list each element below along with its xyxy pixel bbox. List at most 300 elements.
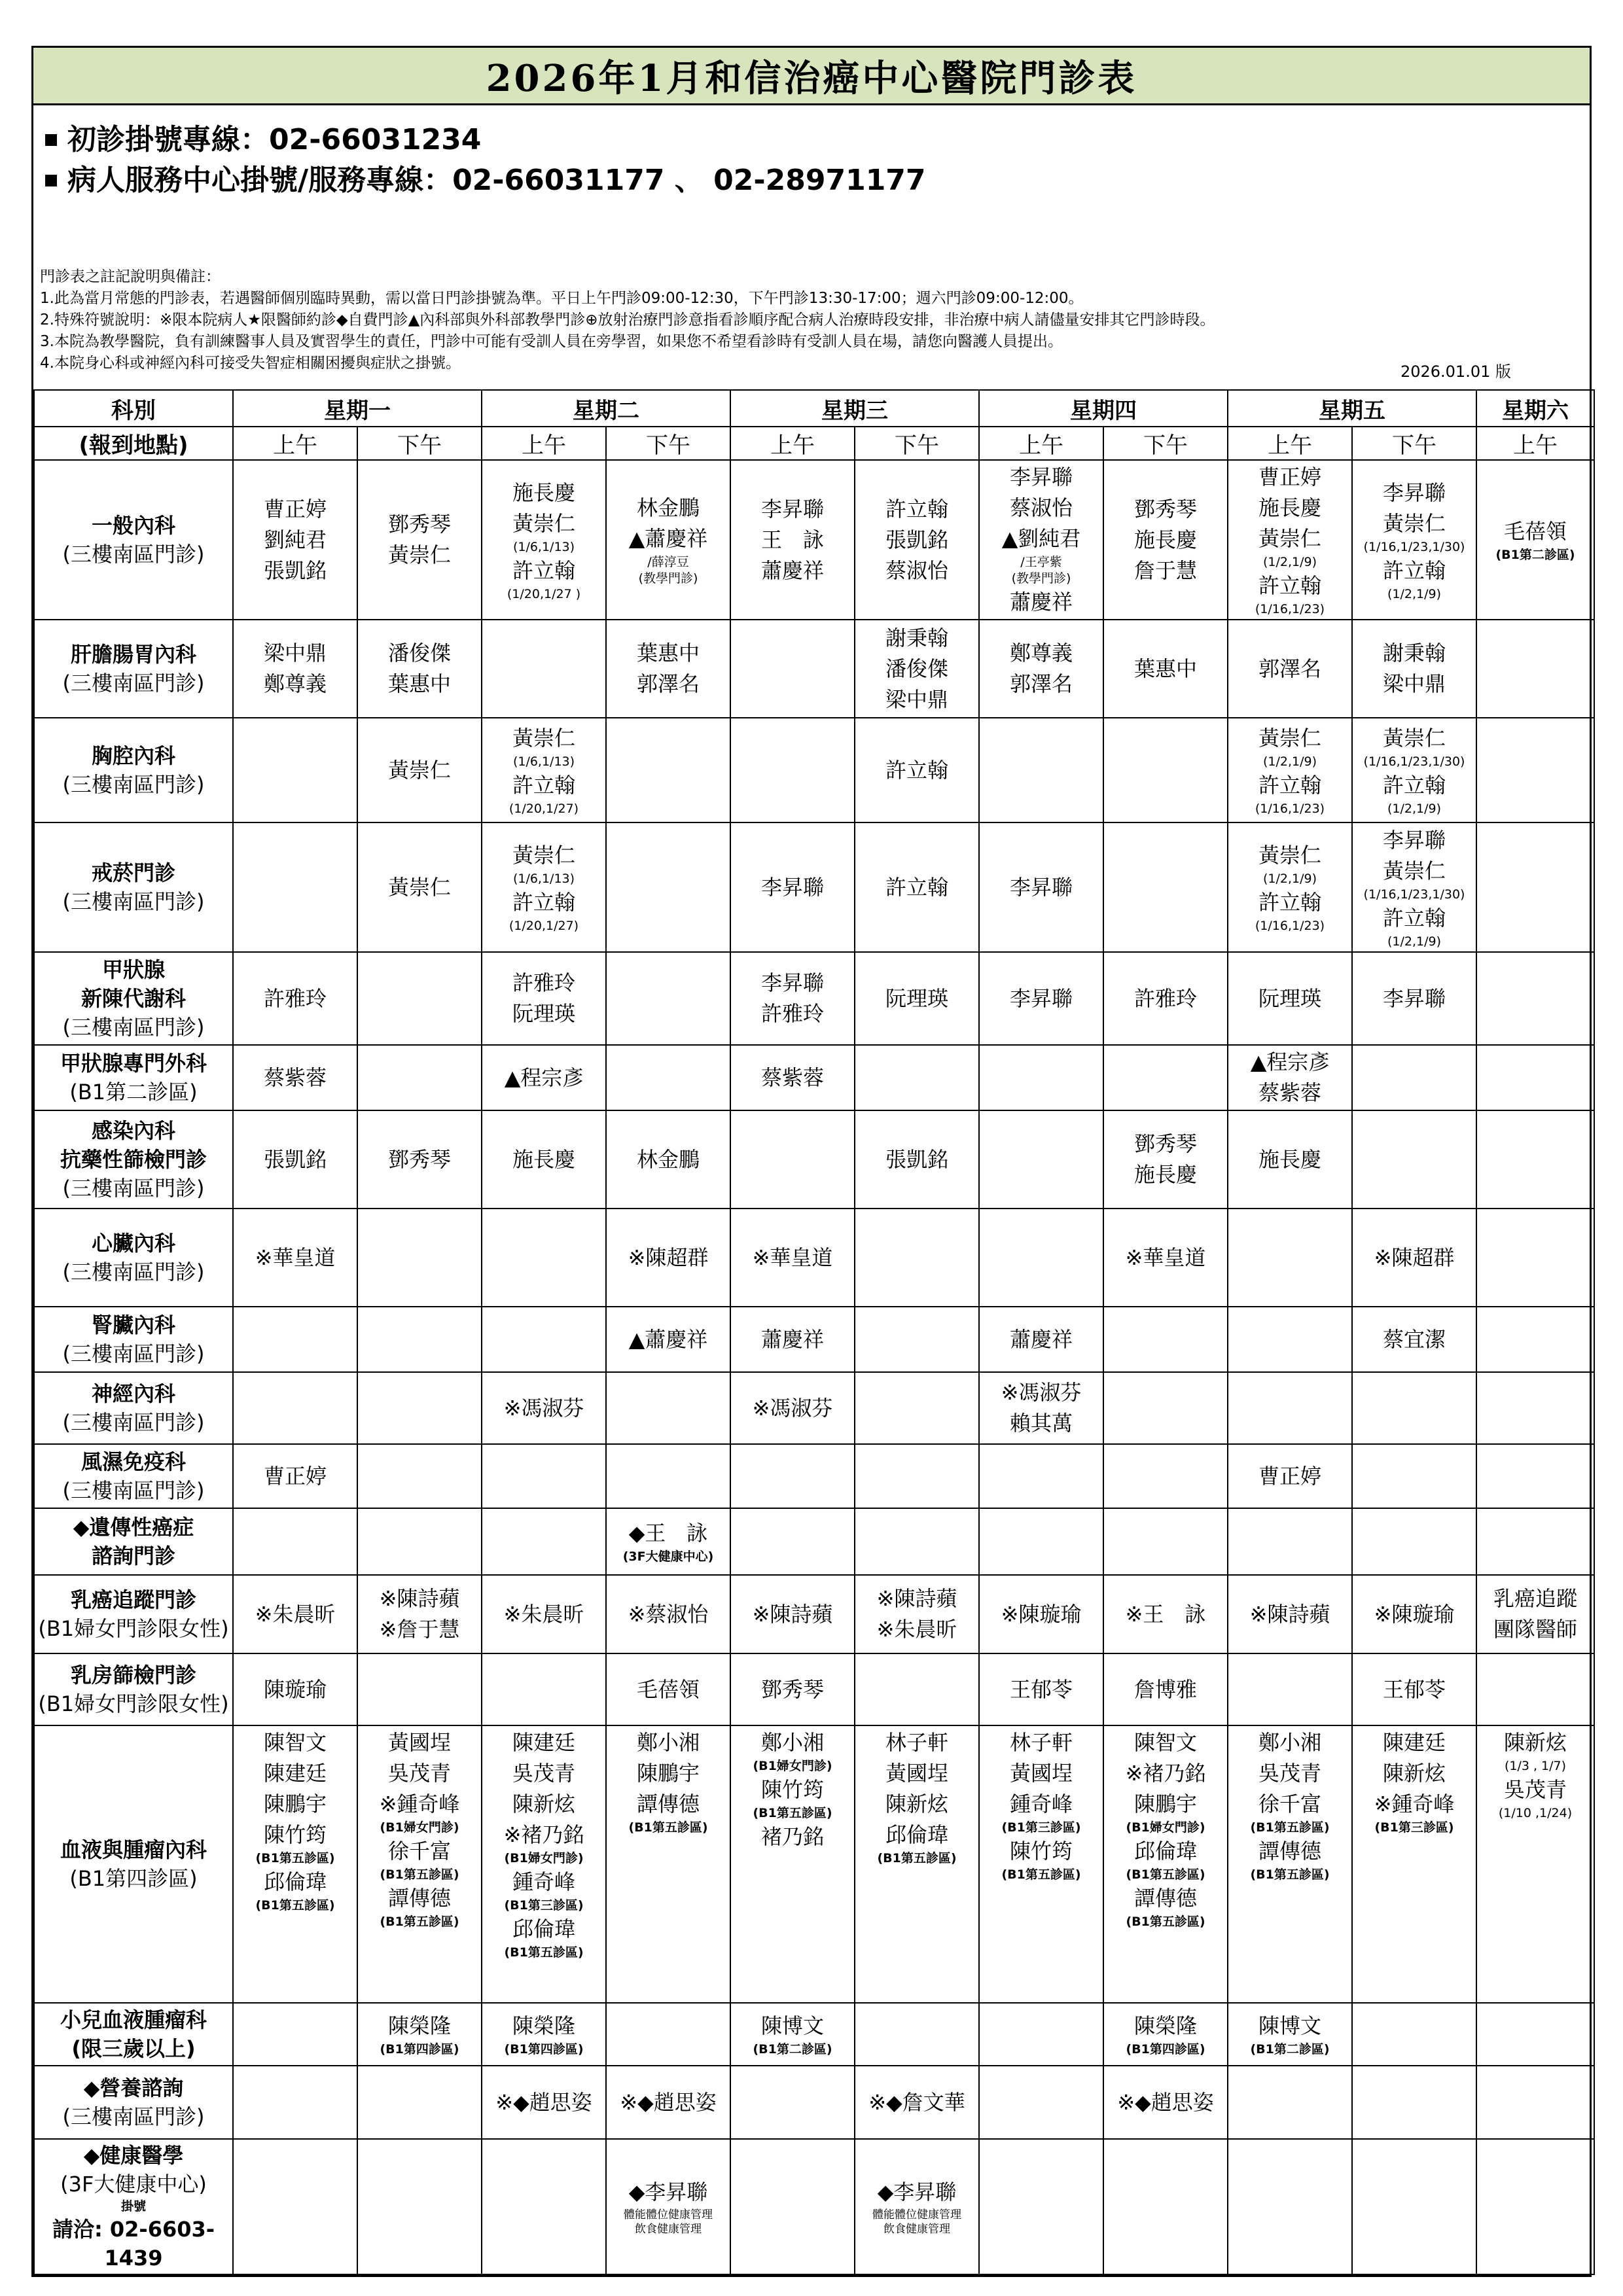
schedule-cell bbox=[730, 952, 855, 1045]
department-name: ◆營養諮詢 bbox=[83, 2075, 184, 2100]
schedule-cell bbox=[357, 1444, 482, 1508]
doctor-name: 許立翰 bbox=[512, 557, 575, 583]
note-3: 3.本院為教學醫院，負有訓練醫事人員及實習學生的責任，門診中可能有受訓人員在旁學習，如果您不希望看診時有受訓人員在場，請您向醫護人員提出。 bbox=[40, 333, 1063, 350]
doctor-name: 謝秉翰 bbox=[885, 625, 948, 650]
doctor-name: ※陳璇瑜 bbox=[1001, 1601, 1082, 1627]
doctor-name: 陳竹筠 bbox=[760, 1777, 824, 1802]
schedule-cell bbox=[1103, 2003, 1228, 2066]
doctor-name: 蔡淑怡 bbox=[885, 557, 948, 583]
schedule-cell bbox=[606, 620, 730, 718]
cell-note: (B1第五診區) bbox=[1126, 1915, 1205, 1929]
doctor-name: ◆王 詠 bbox=[628, 1521, 708, 1545]
cell-note: (B1第五診區) bbox=[504, 1945, 584, 1960]
schedule-cell bbox=[357, 1307, 482, 1372]
cell-note: (1/16,1/23,1/30) bbox=[1363, 754, 1465, 769]
schedule-cell bbox=[606, 1209, 730, 1307]
doctor-name: ※馮淑芬 bbox=[1001, 1380, 1082, 1405]
schedule-cell bbox=[1103, 718, 1228, 822]
doctor-name: 陳榮隆 bbox=[512, 2013, 575, 2038]
doctor-name: ※詹于慧 bbox=[379, 1617, 460, 1642]
schedule-cell bbox=[730, 2003, 855, 2066]
doctor-name: 鄧秀琴 bbox=[1133, 496, 1197, 521]
doctor-name: 團隊醫師 bbox=[1493, 1617, 1577, 1642]
schedule-cell bbox=[233, 2003, 357, 2066]
schedule-cell bbox=[357, 1372, 482, 1444]
cell-note: (B1第二診區) bbox=[753, 2042, 832, 2057]
doctor-name: 譚傳德 bbox=[387, 1886, 451, 1911]
doctor-name: 陳博文 bbox=[1258, 2013, 1321, 2038]
doctor-name: 黃國埕 bbox=[885, 1761, 948, 1786]
doctor-name: 潘俊傑 bbox=[885, 656, 948, 681]
schedule-cell bbox=[855, 620, 979, 718]
doctor-name: ※褚乃銘 bbox=[503, 1822, 584, 1847]
cell-note: /王亭紫 bbox=[1020, 555, 1062, 569]
doctor-name: 蕭慶祥 bbox=[1009, 1326, 1073, 1352]
department-location: (B1第二診區) bbox=[69, 1080, 198, 1104]
department-name: 風濕免疫科 bbox=[80, 1449, 186, 1474]
schedule-cell bbox=[1476, 822, 1594, 952]
schedule-cell bbox=[1476, 1725, 1594, 2003]
schedule-cell bbox=[1352, 1045, 1476, 1110]
hotlines bbox=[33, 105, 1590, 262]
doctor-name: 陳鵬宇 bbox=[636, 1761, 700, 1786]
doctor-name: 王郁苓 bbox=[1009, 1676, 1073, 1702]
department-name: ◆遺傳性癌症 bbox=[73, 1515, 194, 1540]
department-location: (三樓南區門診) bbox=[62, 1176, 205, 1201]
schedule-cell bbox=[730, 1653, 855, 1725]
schedule-row bbox=[34, 718, 1594, 822]
note-4: 4.本院身心科或神經內科可接受失智症相關困擾與症狀之掛號。 bbox=[40, 355, 461, 372]
dept-header: 科別 bbox=[34, 390, 233, 427]
note-2: 2.特殊符號說明：※限本院病人★限醫師約診◆自費門診▲內科部與外科部教學門診⊕放射治療門診意指看診順序配合病人治療時段安排，非治療中病人請儘量安排其它門診時段。 bbox=[40, 311, 1215, 328]
cell-note: 飲食健康管理 bbox=[883, 2223, 950, 2236]
doctor-name: 李昇聯 bbox=[1382, 827, 1446, 853]
schedule-cell bbox=[979, 1209, 1103, 1307]
doctor-name: 陳新炫 bbox=[1382, 1761, 1446, 1786]
schedule-cell bbox=[730, 1575, 855, 1653]
schedule-cell bbox=[1476, 1045, 1594, 1110]
session-pm: 下午 bbox=[606, 427, 730, 460]
schedule-cell bbox=[730, 1508, 855, 1575]
doctor-name: 許立翰 bbox=[1258, 773, 1321, 798]
schedule-cell bbox=[1476, 1209, 1594, 1307]
schedule-cell bbox=[979, 1575, 1103, 1653]
doctor-name: 張凱銘 bbox=[263, 557, 327, 583]
schedule-cell bbox=[1103, 952, 1228, 1045]
schedule-cell bbox=[233, 1307, 357, 1372]
doctor-name: 陳鵬宇 bbox=[263, 1792, 327, 1816]
doctor-name: 徐千富 bbox=[387, 1839, 451, 1863]
schedule-cell bbox=[1228, 718, 1352, 822]
doctor-name: 黃崇仁 bbox=[387, 874, 451, 900]
schedule-cell bbox=[606, 1307, 730, 1372]
doctor-name: 林子軒 bbox=[885, 1730, 948, 1755]
doctor-name: 阮理瑛 bbox=[885, 985, 948, 1011]
schedule-cell bbox=[1352, 460, 1476, 620]
schedule-cell bbox=[357, 1045, 482, 1110]
doctor-name: 蔡紫蓉 bbox=[1258, 1080, 1321, 1105]
department-cell bbox=[34, 460, 233, 620]
schedule-row bbox=[34, 1653, 1594, 1725]
day-header-thu: 星期四 bbox=[979, 390, 1228, 427]
cell-note: (B1第五診區) bbox=[1001, 1867, 1081, 1882]
doctor-name: 鄭小湘 bbox=[1258, 1730, 1321, 1755]
doctor-name: 許雅玲 bbox=[512, 970, 575, 995]
department-name: 乳房篩檢門診 bbox=[70, 1663, 196, 1687]
cell-note: (1/6,1/13) bbox=[512, 872, 575, 886]
doctor-name: 李昇聯 bbox=[760, 496, 824, 521]
schedule-cell bbox=[979, 2003, 1103, 2066]
doctor-name: 邱倫瑋 bbox=[512, 1916, 575, 1941]
schedule-cell bbox=[233, 822, 357, 952]
schedule-cell bbox=[1228, 1110, 1352, 1209]
doctor-name: ※朱晨昕 bbox=[876, 1617, 957, 1642]
schedule-cell bbox=[1103, 1372, 1228, 1444]
schedule-cell bbox=[1228, 1725, 1352, 2003]
schedule-cell bbox=[979, 1725, 1103, 2003]
doctor-name: 阮理瑛 bbox=[512, 1001, 575, 1026]
department-name: 感染內科 bbox=[91, 1118, 175, 1143]
schedule-cell bbox=[979, 460, 1103, 620]
schedule-row bbox=[34, 1307, 1594, 1372]
schedule-cell bbox=[1228, 2139, 1352, 2274]
cell-note: (B1第三診區) bbox=[1001, 1820, 1081, 1835]
doctor-name: 梁中鼎 bbox=[885, 686, 948, 712]
schedule-cell bbox=[233, 2066, 357, 2139]
doctor-name: 曹正婷 bbox=[263, 1463, 327, 1489]
cell-note: (B1第五診區) bbox=[1250, 1867, 1330, 1882]
schedule-cell bbox=[1352, 1725, 1476, 2003]
department-location: (三樓南區門診) bbox=[62, 1410, 205, 1435]
department-cell bbox=[34, 1045, 233, 1110]
schedule-cell bbox=[730, 1444, 855, 1508]
cell-note: (B1第五診區) bbox=[628, 1820, 708, 1835]
doctor-name: 阮理瑛 bbox=[1258, 985, 1321, 1011]
schedule-cell bbox=[233, 952, 357, 1045]
notes bbox=[33, 262, 1590, 389]
doctor-name: ※馮淑芬 bbox=[503, 1395, 584, 1421]
doctor-name: 蔡紫蓉 bbox=[263, 1065, 327, 1090]
cell-note: (B1第二診區) bbox=[1495, 548, 1575, 562]
doctor-name: 郭澤名 bbox=[636, 671, 700, 696]
page-title: 2026年1月和信治癌中心醫院門診表 bbox=[33, 48, 1590, 105]
schedule-cell bbox=[357, 822, 482, 952]
doctor-name: ※陳詩蘋 bbox=[1249, 1601, 1330, 1627]
schedule-cell bbox=[1103, 1725, 1228, 2003]
department-location: (三樓南區門診) bbox=[62, 1478, 205, 1503]
department-name: 神經內科 bbox=[91, 1381, 175, 1406]
schedule-cell bbox=[606, 1444, 730, 1508]
doctor-name: 許立翰 bbox=[1258, 890, 1321, 915]
schedule-cell bbox=[357, 1653, 482, 1725]
schedule-cell bbox=[1228, 1653, 1352, 1725]
schedule-cell bbox=[1476, 952, 1594, 1045]
doctor-name: 邱倫瑋 bbox=[1133, 1839, 1197, 1863]
doctor-name: 許雅玲 bbox=[263, 985, 327, 1011]
cell-note: (1/16,1/23,1/30) bbox=[1363, 539, 1465, 554]
schedule-cell bbox=[606, 2139, 730, 2274]
schedule-cell bbox=[1228, 952, 1352, 1045]
session-am: 上午 bbox=[1228, 427, 1352, 460]
schedule-cell bbox=[979, 822, 1103, 952]
cell-note: (B1第五診區) bbox=[255, 1851, 335, 1865]
schedule-cell bbox=[1228, 1209, 1352, 1307]
doctor-name: ◆李昇聯 bbox=[877, 2180, 957, 2204]
schedule-cell bbox=[855, 822, 979, 952]
schedule-cell bbox=[233, 718, 357, 822]
schedule-row bbox=[34, 1725, 1594, 2003]
schedule-cell bbox=[482, 1575, 606, 1653]
schedule-cell bbox=[606, 1110, 730, 1209]
schedule-cell bbox=[855, 1372, 979, 1444]
cell-note: (B1第五診區) bbox=[380, 1867, 459, 1882]
schedule-cell bbox=[482, 718, 606, 822]
schedule-cell bbox=[606, 1653, 730, 1725]
doctor-name: 鄭尊義 bbox=[1009, 641, 1073, 665]
schedule-cell bbox=[979, 1508, 1103, 1575]
doctor-name: 李昇聯 bbox=[1009, 465, 1073, 489]
doctor-name: 陳新炫 bbox=[885, 1792, 948, 1816]
day-header-tue: 星期二 bbox=[482, 390, 730, 427]
session-am: 上午 bbox=[233, 427, 357, 460]
schedule-cell bbox=[855, 460, 979, 620]
schedule-cell bbox=[979, 2139, 1103, 2274]
schedule-row bbox=[34, 1045, 1594, 1110]
doctor-name: ※馮淑芬 bbox=[752, 1395, 833, 1421]
schedule-cell bbox=[233, 2139, 357, 2274]
doctor-name: 鄧秀琴 bbox=[760, 1676, 824, 1702]
doctor-name: ※陳詩蘋 bbox=[876, 1586, 957, 1611]
schedule-cell bbox=[233, 1209, 357, 1307]
schedule-cell bbox=[482, 1653, 606, 1725]
day-header-sat: 星期六 bbox=[1476, 390, 1594, 427]
doctor-name: ※陳詩蘋 bbox=[379, 1586, 460, 1611]
doctor-name: 許雅玲 bbox=[1133, 985, 1197, 1011]
schedule-cell bbox=[855, 952, 979, 1045]
cell-note: (1/10 ,1/24) bbox=[1498, 1806, 1573, 1820]
schedule-cell bbox=[1352, 620, 1476, 718]
department-location: 掛號 bbox=[120, 2199, 146, 2214]
doctor-name: 郭澤名 bbox=[1009, 671, 1073, 696]
schedule-cell bbox=[979, 718, 1103, 822]
department-name: 心臟內科 bbox=[91, 1231, 175, 1256]
schedule-cell bbox=[606, 1045, 730, 1110]
doctor-name: ※褚乃銘 bbox=[1125, 1761, 1206, 1786]
cell-note: (B1婦女門診) bbox=[1126, 1820, 1205, 1835]
cell-note: 飲食健康管理 bbox=[635, 2223, 702, 2236]
doctor-name: 黃崇仁 bbox=[387, 542, 451, 567]
schedule-cell bbox=[979, 2066, 1103, 2139]
cell-note: (1/16,1/23) bbox=[1255, 602, 1325, 616]
schedule-cell bbox=[606, 2003, 730, 2066]
doctor-name: 曹正婷 bbox=[1258, 465, 1321, 489]
doctor-name: ※朱晨昕 bbox=[503, 1601, 584, 1627]
cell-note: (B1第五診區) bbox=[753, 1806, 832, 1820]
cell-note: /薛淳豆 bbox=[647, 555, 689, 569]
department-name: 一般內科 bbox=[91, 513, 175, 538]
schedule-cell bbox=[730, 822, 855, 952]
schedule-body bbox=[34, 460, 1594, 2274]
schedule-cell bbox=[606, 1725, 730, 2003]
schedule-cell bbox=[1476, 1444, 1594, 1508]
doctor-name: ※◆趙思姿 bbox=[620, 2089, 717, 2115]
notes-heading: 門診表之註記說明與備註： bbox=[40, 268, 221, 285]
schedule-cell bbox=[855, 1209, 979, 1307]
schedule-cell bbox=[730, 1372, 855, 1444]
schedule-cell bbox=[1352, 1508, 1476, 1575]
doctor-name: 李昇聯 bbox=[1009, 985, 1073, 1011]
schedule-cell bbox=[606, 718, 730, 822]
schedule-cell bbox=[979, 952, 1103, 1045]
cell-note: (1/20,1/27 ) bbox=[507, 586, 581, 601]
schedule-cell bbox=[1476, 1110, 1594, 1209]
doctor-name: 陳建廷 bbox=[263, 1761, 327, 1786]
doctor-name: ※王 詠 bbox=[1125, 1601, 1206, 1627]
schedule-cell bbox=[1352, 718, 1476, 822]
department-location: (三樓南區門診) bbox=[62, 1341, 205, 1366]
doctor-name: 許立翰 bbox=[885, 874, 948, 900]
department-location: (三樓南區門診) bbox=[62, 1015, 205, 1040]
schedule-cell bbox=[1476, 1307, 1594, 1372]
doctor-name: 邱倫瑋 bbox=[263, 1869, 327, 1894]
schedule-cell bbox=[1352, 2003, 1476, 2066]
cell-note: (B1婦女門診) bbox=[380, 1820, 459, 1835]
schedule-cell bbox=[606, 1372, 730, 1444]
doctor-name: 施長慶 bbox=[512, 480, 575, 505]
day-header-row bbox=[34, 390, 1594, 427]
schedule-cell bbox=[730, 2066, 855, 2139]
cell-note: (1/20,1/27) bbox=[508, 919, 579, 933]
cell-note: (B1第五診區) bbox=[877, 1851, 957, 1865]
doctor-name: 陳榮隆 bbox=[1133, 2013, 1197, 2038]
doctor-name: 詹博雅 bbox=[1133, 1676, 1197, 1702]
cell-note: (B1第四診區) bbox=[504, 2042, 584, 2057]
department-cell bbox=[34, 718, 233, 822]
doctor-name: ▲劉純君 bbox=[1001, 526, 1081, 551]
schedule-row bbox=[34, 822, 1594, 952]
doctor-name: 毛蓓領 bbox=[1503, 519, 1567, 544]
cell-note: (1/2,1/9) bbox=[1262, 555, 1317, 569]
doctor-name: 許立翰 bbox=[885, 496, 948, 521]
schedule-cell bbox=[1228, 2066, 1352, 2139]
cell-note: 體能體位健康管理 bbox=[624, 2208, 713, 2221]
schedule-cell bbox=[482, 1209, 606, 1307]
schedule-cell bbox=[1103, 1575, 1228, 1653]
doctor-name: ※陳詩蘋 bbox=[752, 1601, 833, 1627]
doctor-name: 鄧秀琴 bbox=[387, 1146, 451, 1172]
doctor-name: 黃崇仁 bbox=[512, 510, 575, 536]
doctor-name: 葉惠中 bbox=[636, 641, 700, 665]
schedule-cell bbox=[233, 1444, 357, 1508]
schedule-cell bbox=[233, 1653, 357, 1725]
schedule-cell bbox=[730, 1725, 855, 2003]
schedule-row bbox=[34, 460, 1594, 620]
schedule-cell bbox=[1103, 620, 1228, 718]
schedule-cell bbox=[979, 1045, 1103, 1110]
doctor-name: 陳新炫 bbox=[512, 1792, 575, 1816]
cell-note: (B1婦女門診) bbox=[504, 1851, 584, 1865]
department-cell bbox=[34, 952, 233, 1045]
schedule-cell bbox=[1228, 620, 1352, 718]
doctor-name: 劉純君 bbox=[263, 527, 327, 552]
doctor-name: ▲程宗彥 bbox=[504, 1065, 584, 1090]
department-location: (B1第四診區) bbox=[69, 1866, 198, 1891]
doctor-name: 葉惠中 bbox=[387, 671, 451, 696]
schedule-row bbox=[34, 1575, 1594, 1653]
doctor-name: 黃國埕 bbox=[1009, 1761, 1073, 1786]
cell-note: (3F大健康中心) bbox=[622, 1549, 714, 1564]
cell-note: (1/2,1/9) bbox=[1262, 754, 1317, 769]
cell-note: (B1第三診區) bbox=[504, 1898, 584, 1913]
schedule-cell bbox=[730, 1209, 855, 1307]
cell-note: (教學門診) bbox=[638, 571, 698, 586]
schedule-cell bbox=[606, 952, 730, 1045]
doctor-name: 鄧秀琴 bbox=[387, 512, 451, 537]
schedule-cell bbox=[482, 822, 606, 952]
doctor-name: 吳茂青 bbox=[1258, 1761, 1321, 1786]
schedule-row bbox=[34, 620, 1594, 718]
cell-note: (1/3 , 1/7) bbox=[1504, 1759, 1567, 1773]
schedule-cell bbox=[1476, 2003, 1594, 2066]
schedule-cell bbox=[979, 1444, 1103, 1508]
schedule-row bbox=[34, 1110, 1594, 1209]
doctor-name: 蕭慶祥 bbox=[760, 1326, 824, 1352]
doctor-name: 鍾奇峰 bbox=[512, 1869, 575, 1894]
cell-note: (1/2,1/9) bbox=[1387, 586, 1442, 601]
department-location: (三樓南區門診) bbox=[62, 542, 205, 567]
schedule-cell bbox=[1352, 1444, 1476, 1508]
doctor-name: 梁中鼎 bbox=[263, 641, 327, 665]
doctor-name: ※陳超群 bbox=[628, 1245, 709, 1270]
doctor-name: ※華皇道 bbox=[255, 1245, 336, 1270]
schedule-cell bbox=[1103, 1110, 1228, 1209]
doctor-name: 林子軒 bbox=[1009, 1730, 1073, 1755]
schedule-cell bbox=[1352, 2139, 1476, 2274]
department-location: (三樓南區門診) bbox=[62, 889, 205, 914]
doctor-name: 黃崇仁 bbox=[1382, 726, 1446, 751]
doctor-name: 邱倫瑋 bbox=[885, 1822, 948, 1847]
doctor-name: 賴其萬 bbox=[1009, 1411, 1073, 1436]
schedule-cell bbox=[979, 1307, 1103, 1372]
session-am: 上午 bbox=[730, 427, 855, 460]
department-cell bbox=[34, 620, 233, 718]
department-location: (3F大健康中心) bbox=[60, 2172, 207, 2197]
schedule-cell bbox=[855, 2139, 979, 2274]
doctor-name: ▲程宗彥 bbox=[1250, 1050, 1330, 1074]
doctor-name: ※鍾奇峰 bbox=[1374, 1792, 1455, 1816]
doctor-name: ※朱晨昕 bbox=[255, 1601, 336, 1627]
doctor-name: 黃國埕 bbox=[387, 1730, 451, 1755]
doctor-name: 曹正婷 bbox=[263, 496, 327, 521]
schedule-cell bbox=[1476, 1653, 1594, 1725]
schedule-cell bbox=[1352, 2066, 1476, 2139]
doctor-name: 黃崇仁 bbox=[1258, 526, 1321, 551]
department-name: (限三歲以上) bbox=[71, 2036, 196, 2061]
schedule-cell bbox=[482, 952, 606, 1045]
doctor-name: 張凱銘 bbox=[885, 527, 948, 552]
schedule-cell bbox=[979, 1372, 1103, 1444]
schedule-cell bbox=[482, 460, 606, 620]
doctor-name: 陳竹筠 bbox=[1009, 1839, 1073, 1863]
schedule-cell bbox=[482, 1110, 606, 1209]
schedule-cell bbox=[357, 2003, 482, 2066]
schedule-cell bbox=[1228, 1508, 1352, 1575]
schedule-cell bbox=[1352, 1209, 1476, 1307]
cell-note: (1/16,1/23,1/30) bbox=[1363, 887, 1465, 902]
schedule-cell bbox=[606, 822, 730, 952]
doctor-name: ※◆趙思姿 bbox=[1117, 2089, 1214, 2115]
schedule-cell bbox=[979, 1653, 1103, 1725]
